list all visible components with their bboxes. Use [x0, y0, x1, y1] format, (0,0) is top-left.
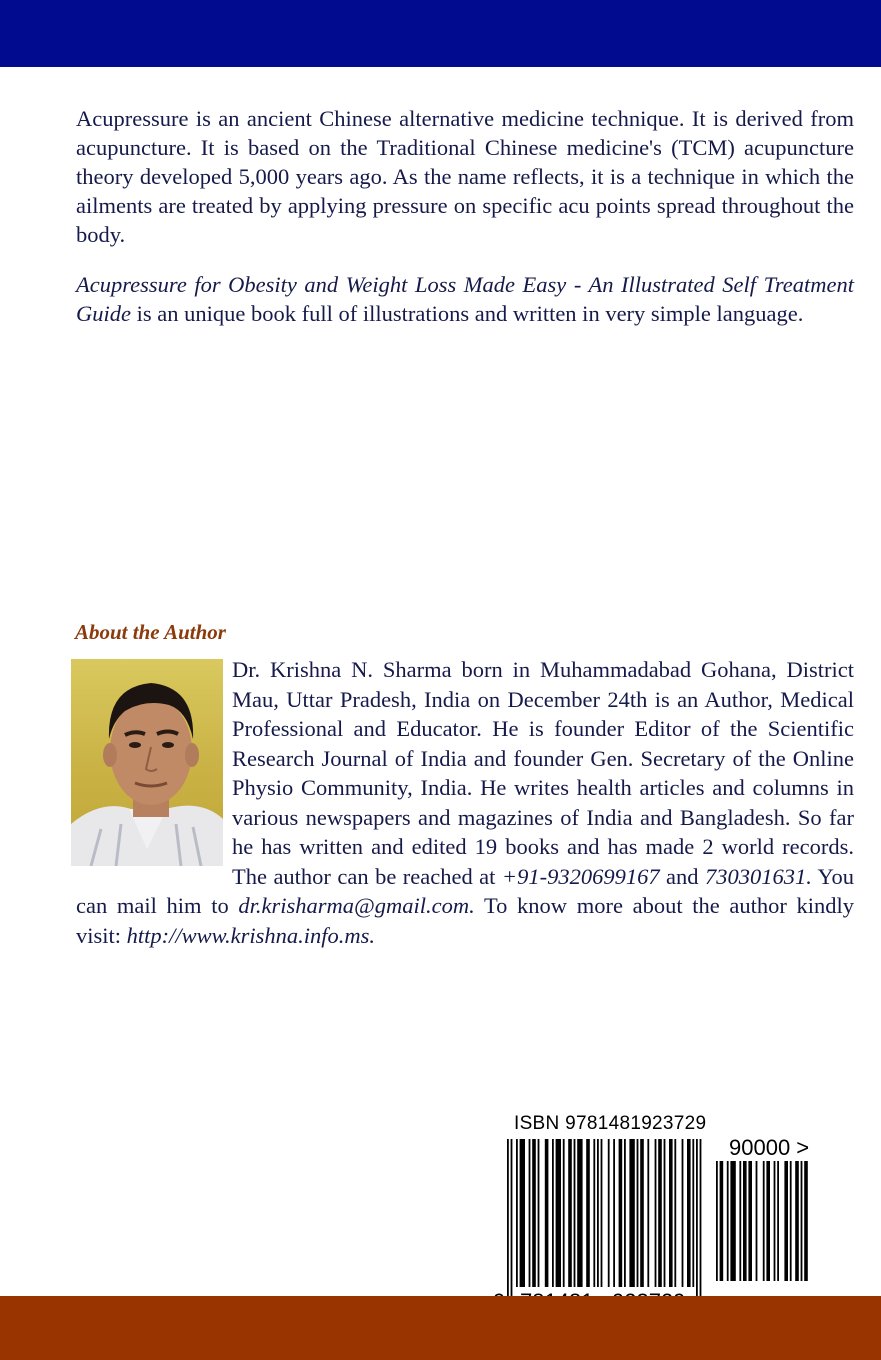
addon-barcode-bars: [716, 1161, 811, 1281]
barcode-bar: [763, 1161, 765, 1281]
barcode-bar: [727, 1161, 729, 1281]
barcode-bar: [658, 1139, 662, 1287]
top-color-band: [0, 0, 881, 67]
barcode-bar: [597, 1139, 599, 1287]
author-email[interactable]: dr.krisharma@gmail.com.: [238, 893, 475, 918]
barcode-bar: [700, 1139, 702, 1303]
barcode-bar: [720, 1161, 724, 1281]
barcode-bar: [748, 1161, 752, 1281]
book-description-text: is an unique book full of illustrations and written in very simple language.: [136, 301, 804, 326]
barcode-bar: [556, 1139, 561, 1287]
barcode-bar: [538, 1139, 540, 1287]
author-bio: [76, 655, 854, 950]
barcode-bar: [577, 1139, 582, 1287]
price-code: 90000 >: [729, 1135, 810, 1160]
barcode-bar: [655, 1139, 657, 1287]
author-visit-text: To know more about the author kindly visit:: [76, 893, 855, 948]
author-phone-2: 730301631.: [705, 863, 812, 889]
barcode-bar: [552, 1139, 554, 1287]
barcode-bar: [586, 1139, 590, 1287]
barcode-bar: [790, 1161, 792, 1281]
barcode-bar: [682, 1139, 684, 1287]
author-bio-text: Dr. Krishna N. Sharma born in Muhammadabad Gohana, District Mau, Uttar Pradesh, India on December 24th is an Author, Medical Professional and Educator. He is founder Editor of the Scientific Research Journal of India and founder Gen. Secretary of the Online Physio Community, India. He writes health articles and columns in various newspapers and magazines of India and Bangladesh. So far he has written and edited 19 books and has made 2 world records. The author can be reached at: [232, 657, 854, 889]
barcode-bar: [804, 1161, 808, 1281]
barcode-bar: [507, 1139, 509, 1303]
barcode-bar: [774, 1161, 776, 1281]
barcode-bar: [696, 1139, 698, 1303]
author-and-text: and: [666, 863, 699, 889]
book-description: [76, 270, 854, 328]
barcode-bar: [629, 1139, 634, 1287]
barcode-bar: [608, 1139, 610, 1287]
barcode-bar: [516, 1139, 518, 1287]
barcode-bar: [568, 1139, 572, 1287]
barcode-bar: [574, 1139, 576, 1287]
isbn-label: ISBN 9781481923729: [514, 1113, 707, 1134]
about-author-heading: About the Author: [75, 620, 226, 644]
barcode-bar: [730, 1161, 735, 1281]
barcode-bar: [669, 1139, 673, 1287]
barcode-bar: [766, 1161, 770, 1281]
barcode-bar: [692, 1139, 694, 1287]
barcode-bar: [795, 1161, 799, 1281]
main-barcode-bars: [507, 1139, 702, 1303]
barcode-bar: [529, 1139, 531, 1287]
barcode-bar: [563, 1139, 565, 1287]
isbn-barcode: [492, 1113, 838, 1317]
barcode-bar: [739, 1161, 741, 1281]
barcode-bar: [624, 1139, 626, 1287]
barcode-bar: [593, 1139, 595, 1287]
barcode-bar: [520, 1139, 525, 1287]
barcode-bar: [756, 1161, 758, 1281]
author-mail-text: You can mail him to: [76, 863, 855, 918]
barcode-bar: [640, 1139, 644, 1287]
barcode-bar: [801, 1161, 803, 1281]
barcode-bar: [601, 1139, 603, 1287]
barcode-bar: [716, 1161, 718, 1281]
barcode-bar: [545, 1139, 549, 1287]
barcode-bar: [637, 1139, 639, 1287]
intro-paragraph: Acupressure is an ancient Chinese alternative medicine technique. It is derived from acupuncture. It is based on the Traditional Chinese medicine's (TCM) acupuncture theory developed 5,000 years ago. As the name reflects, it is a technique in which the ailments are treated by applying pressure on specific acu points spread throughout the body.: [76, 106, 854, 247]
barcode-bar: [687, 1139, 691, 1287]
barcode-bar: [619, 1139, 623, 1287]
barcode-bar: [743, 1161, 747, 1281]
author-photo-spacer: [76, 655, 230, 863]
barcode-bar: [647, 1139, 649, 1287]
bottom-color-band: [0, 1296, 881, 1360]
book-title: Acupressure for Obesity and Weight Loss Made Easy - An Illustrated Self Treatment Guide: [76, 272, 854, 326]
barcode-bar: [674, 1139, 676, 1287]
barcode-bar: [664, 1139, 666, 1287]
barcode-bar: [613, 1139, 615, 1287]
author-website[interactable]: http://www.krishna.info.ms.: [126, 922, 375, 948]
author-phone-1: +91-9320699167: [501, 863, 660, 889]
barcode-bar: [511, 1139, 513, 1303]
barcode-bar: [777, 1161, 779, 1281]
barcode-bar: [784, 1161, 788, 1281]
barcode-bar: [532, 1139, 536, 1287]
